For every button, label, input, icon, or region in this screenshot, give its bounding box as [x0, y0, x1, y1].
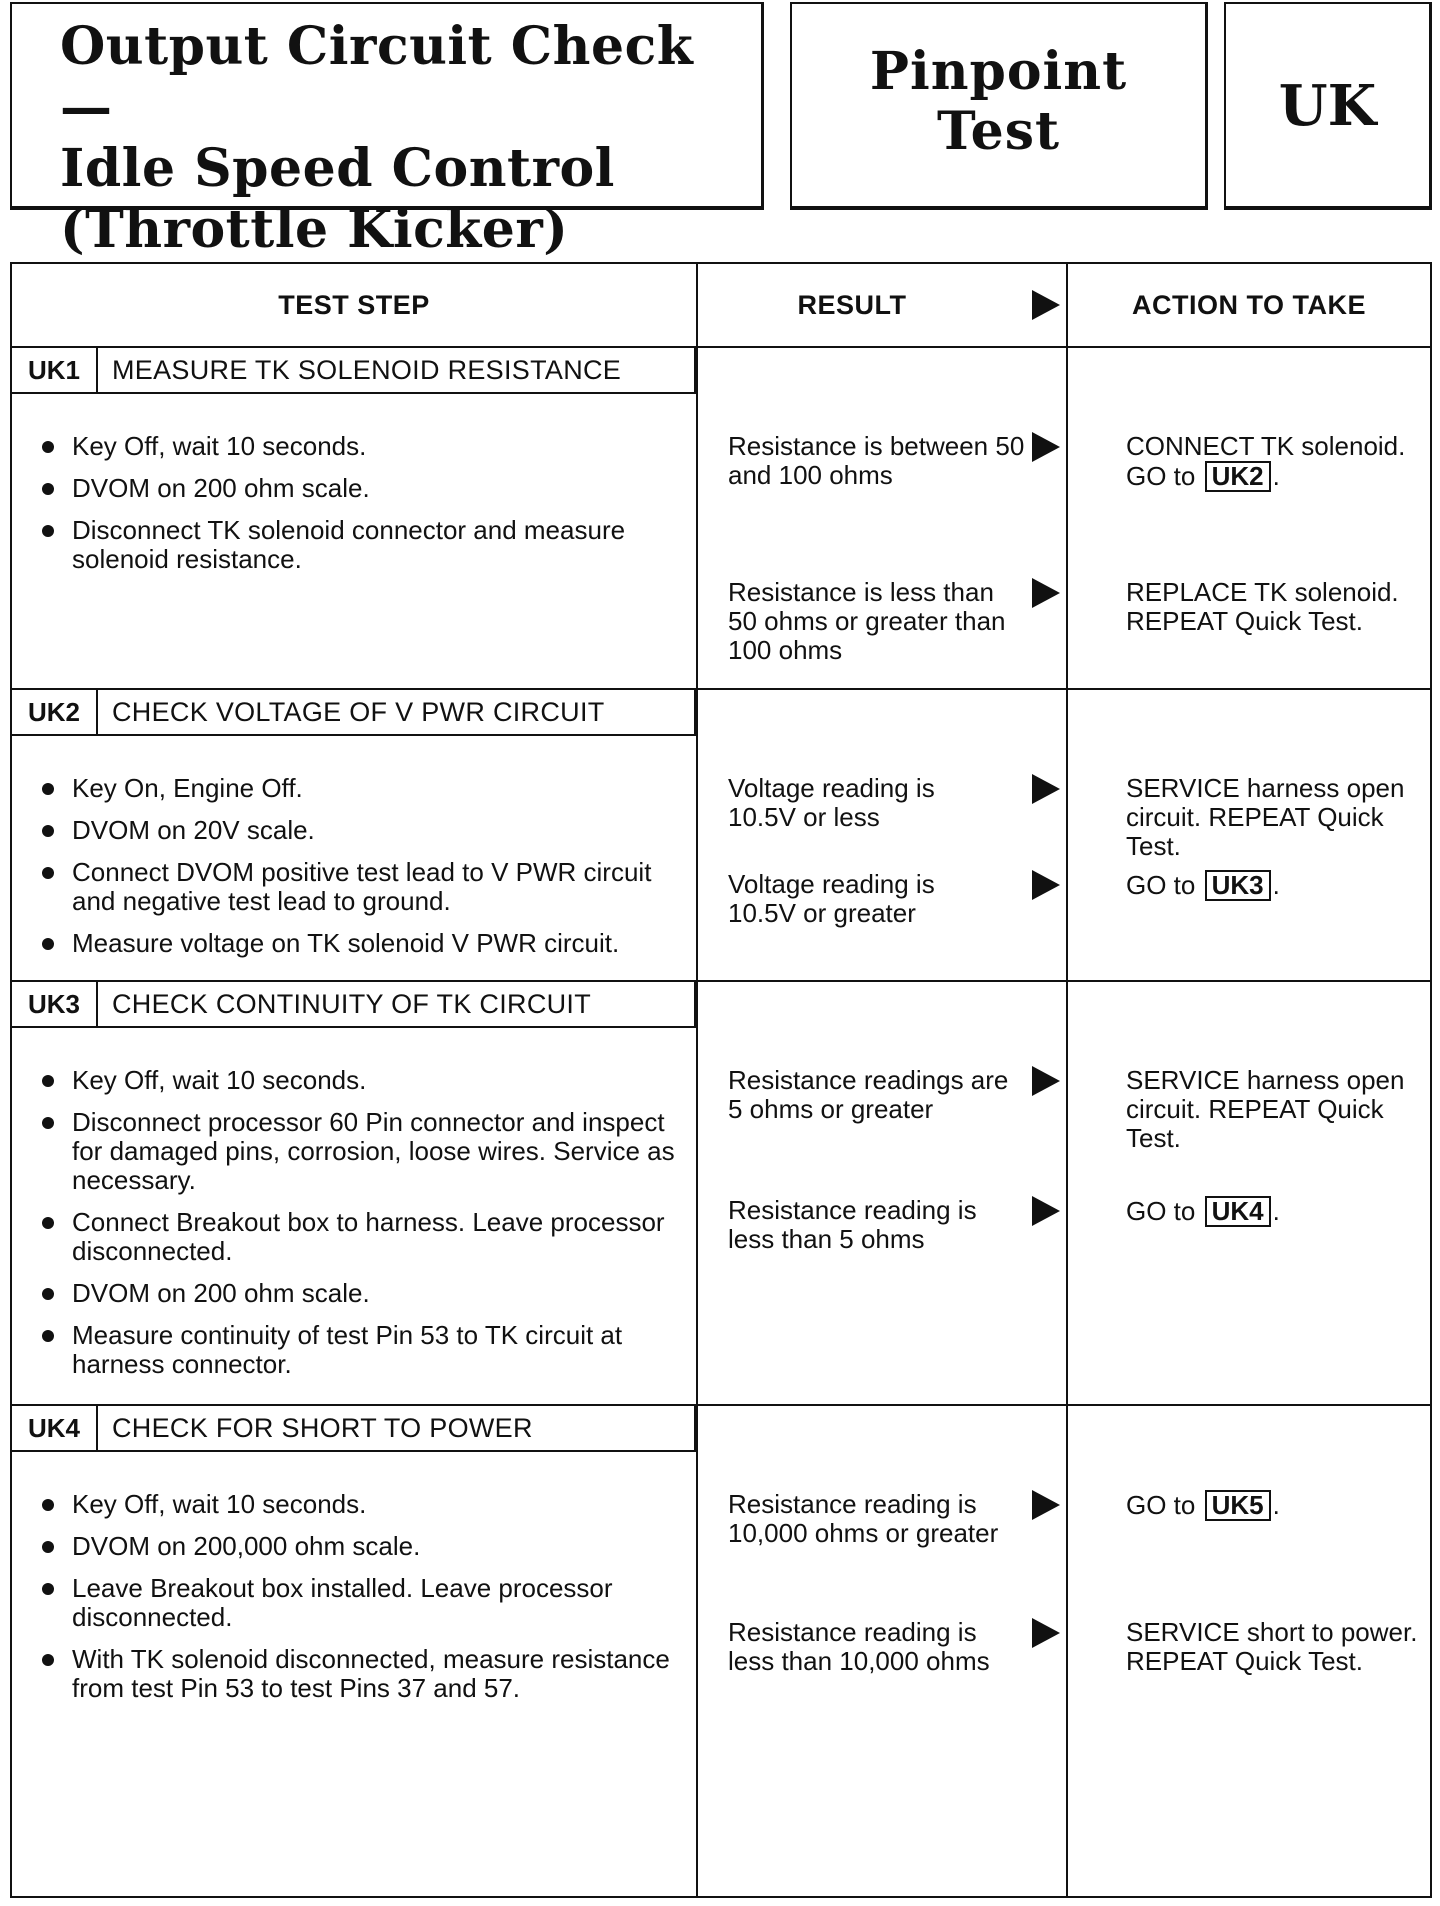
result-text: Resistance reading is less than 5 ohms — [728, 1195, 977, 1254]
test-code-box — [1224, 2, 1432, 210]
result-text: Resistance is less than 50 ohms or greater than 100 ohms — [728, 577, 1006, 665]
action-text — [1126, 1196, 1426, 1227]
arrow-right-icon — [1032, 578, 1060, 608]
list-item: Connect DVOM positive test lead to V PWR circuit and negative test lead to ground. — [34, 858, 684, 916]
step-reference-uk4[interactable]: UK4 — [1205, 1196, 1271, 1227]
page-title-line-1: Output Circuit Check — — [60, 16, 694, 138]
step-code: UK2 — [12, 690, 98, 734]
page-title-line-2: Idle Speed Control — [60, 138, 615, 199]
step-header-uk3 — [12, 982, 696, 1028]
step-reference-uk2[interactable]: UK2 — [1205, 461, 1271, 492]
result-text: Resistance readings are 5 ohms or greater — [728, 1065, 1009, 1124]
column-divider-1 — [696, 264, 698, 1896]
action-suffix: . — [1272, 1196, 1280, 1226]
step-title: CHECK VOLTAGE OF V PWR CIRCUIT — [112, 696, 605, 727]
step-code: UK3 — [12, 982, 98, 1026]
list-item: DVOM on 200 ohm scale. — [34, 1279, 684, 1308]
step-instructions-uk3 — [34, 1066, 684, 1392]
action-text: SERVICE short to power. REPEAT Quick Test. — [1126, 1617, 1418, 1676]
arrow-right-icon — [1032, 1490, 1060, 1520]
test-table — [10, 262, 1432, 1898]
step-title: MEASURE TK SOLENOID RESISTANCE — [112, 354, 622, 385]
column-header-test-step: TEST STEP — [278, 290, 430, 320]
arrow-right-icon — [1032, 290, 1060, 320]
list-item: Leave Breakout box installed. Leave processor disconnected. — [34, 1574, 684, 1632]
list-item: Key On, Engine Off. — [34, 774, 684, 803]
list-item: Disconnect TK solenoid connector and measure solenoid resistance. — [34, 516, 684, 574]
list-item: Disconnect processor 60 Pin connector and inspect for damaged pins, corrosion, loose wires. Service as necessary. — [34, 1108, 684, 1195]
action-text — [1126, 1490, 1426, 1521]
action-label: GO to — [1126, 1490, 1196, 1520]
test-type-box — [790, 2, 1208, 210]
action-suffix: . — [1272, 870, 1280, 900]
step-title: CHECK CONTINUITY OF TK CIRCUIT — [112, 988, 592, 1019]
step-code: UK4 — [12, 1406, 98, 1450]
test-type-line-1: Pinpoint — [869, 41, 1128, 102]
arrow-right-icon — [1032, 1196, 1060, 1226]
column-header-result: RESULT — [797, 290, 907, 320]
column-divider-2 — [1066, 264, 1068, 1896]
action-text — [1126, 870, 1426, 901]
arrow-right-icon — [1032, 1066, 1060, 1096]
action-text: SERVICE harness open circuit. REPEAT Quick Test. — [1126, 773, 1405, 861]
arrow-right-icon — [1032, 774, 1060, 804]
list-item: Connect Breakout box to harness. Leave processor disconnected. — [34, 1208, 684, 1266]
list-item: Measure continuity of test Pin 53 to TK circuit at harness connector. — [34, 1321, 684, 1379]
arrow-right-icon — [1032, 1618, 1060, 1648]
list-item: DVOM on 200,000 ohm scale. — [34, 1532, 684, 1561]
step-header-uk1 — [12, 348, 696, 394]
list-item: DVOM on 20V scale. — [34, 816, 684, 845]
list-item: Key Off, wait 10 seconds. — [34, 1066, 684, 1095]
result-text: Resistance reading is 10,000 ohms or greater — [728, 1489, 999, 1548]
test-type-line-2: Test — [936, 101, 1061, 162]
action-text: SERVICE harness open circuit. REPEAT Quick Test. — [1126, 1065, 1405, 1153]
step-header-uk4 — [12, 1406, 696, 1452]
arrow-right-icon — [1032, 432, 1060, 462]
result-text: Voltage reading is 10.5V or greater — [728, 869, 935, 928]
page-title-box — [10, 2, 764, 260]
list-item: DVOM on 200 ohm scale. — [34, 474, 684, 503]
column-header-action: ACTION TO TAKE — [1132, 290, 1366, 320]
list-item: With TK solenoid disconnected, measure resistance from test Pin 53 to test Pins 37 and 57. — [34, 1645, 684, 1703]
list-item: Key Off, wait 10 seconds. — [34, 432, 684, 461]
step-code: UK1 — [12, 348, 98, 392]
step-instructions-uk4 — [34, 1490, 684, 1716]
arrow-right-icon — [1032, 870, 1060, 900]
action-suffix: . — [1272, 461, 1280, 491]
step-reference-uk5[interactable]: UK5 — [1205, 1490, 1271, 1521]
step-instructions-uk2 — [34, 774, 684, 971]
action-label: CONNECT TK solenoid. GO to — [1126, 431, 1406, 491]
step-header-uk2 — [12, 690, 696, 736]
page-title-line-3: (Throttle Kicker) — [60, 199, 569, 260]
action-label: GO to — [1126, 870, 1196, 900]
step-instructions-uk1 — [34, 432, 684, 587]
result-text: Resistance reading is less than 10,000 ohms — [728, 1617, 990, 1676]
list-item: Key Off, wait 10 seconds. — [34, 1490, 684, 1519]
action-label: GO to — [1126, 1196, 1196, 1226]
step-title: CHECK FOR SHORT TO POWER — [112, 1412, 533, 1443]
action-suffix: . — [1272, 1490, 1280, 1520]
step-reference-uk3[interactable]: UK3 — [1205, 870, 1271, 901]
list-item: Measure voltage on TK solenoid V PWR circuit. — [34, 929, 684, 958]
action-text — [1126, 432, 1426, 492]
test-code: UK — [1278, 73, 1377, 139]
action-text: REPLACE TK solenoid. REPEAT Quick Test. — [1126, 577, 1399, 636]
result-text: Resistance is between 50 and 100 ohms — [728, 431, 1025, 490]
result-text: Voltage reading is 10.5V or less — [728, 773, 935, 832]
